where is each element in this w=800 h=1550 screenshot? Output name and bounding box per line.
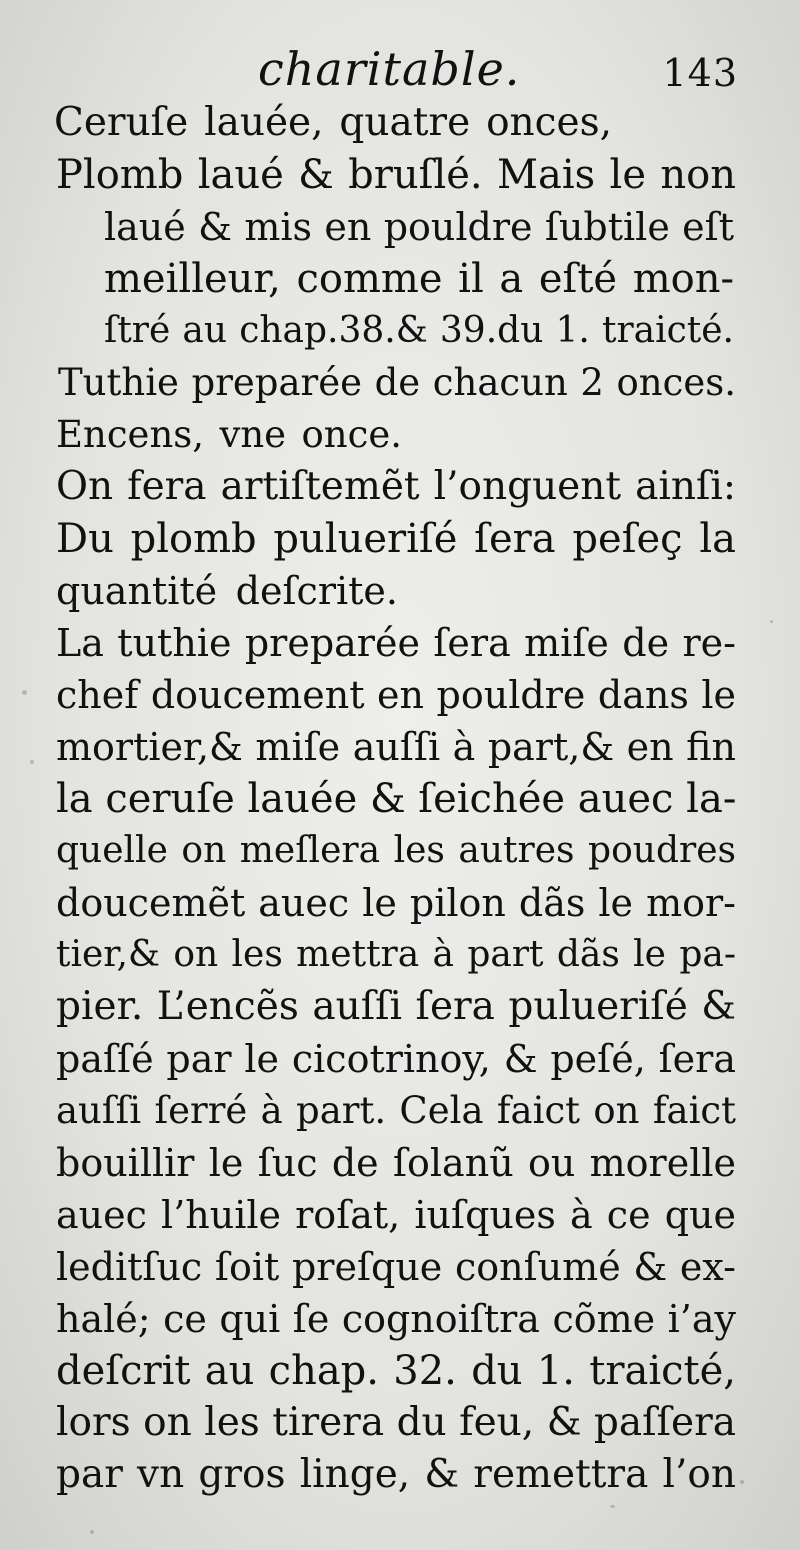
paper-speck (22, 690, 27, 695)
text-line: ſtré au chap.38.& 39.du 1. traicté. (104, 310, 734, 351)
text-line: Encens, vne once. (56, 413, 402, 456)
text-line: lors on les tirera du feu, & paſſera (56, 1400, 736, 1445)
text-line: Du plomb pulueriſé ſera peſeç la (56, 516, 736, 562)
text-line: tier,& on les mettra à part dãs le pa- (56, 934, 736, 975)
paper-speck (770, 620, 773, 623)
paper-speck (610, 1505, 615, 1508)
text-line: Tuthie preparée de chacun 2 onces. (58, 361, 736, 404)
text-line: mortier,& miſe auſſi à part,& en fin (56, 725, 736, 769)
text-line: par vn gros linge, & remettra l’on (56, 1452, 736, 1497)
text-line: la ceruſe lauée & ſeichée auec la- (56, 776, 737, 822)
paper-speck (740, 1480, 744, 1484)
running-head-title: charitable. (258, 42, 521, 96)
text-line: auec l’huile roſat, iuſques à ce que (56, 1193, 736, 1237)
text-line: doucemẽt auec le pilon dãs le mor- (56, 881, 736, 925)
text-line: bouillir le ſuc de ſolanũ ou morelle (56, 1141, 736, 1185)
text-line: Plomb laué & bruſlé. Mais le non (56, 152, 736, 198)
text-line: meilleur, comme il a eſté mon- (104, 256, 734, 302)
text-line: paſſé par le cicotrinoy, & peſé, ſera (56, 1037, 736, 1081)
text-line: quantité deſcrite. (56, 569, 398, 613)
text-line: La tuthie preparée ſera miſe de re- (56, 621, 736, 665)
page-number: 143 (662, 51, 738, 95)
text-line: auſſi ſerré à part. Cela faict on faict (56, 1089, 736, 1132)
text-line: Ceruſe lauée, quatre onces, (54, 100, 612, 145)
text-line: chef doucement en pouldre dans le (56, 673, 736, 717)
text-line: quelle on meſlera les autres poudres (56, 830, 736, 871)
text-line: laué & mis en pouldre ſubtile eſt (104, 205, 734, 249)
text-line: leditſuc ſoit preſque conſumé & ex- (56, 1245, 736, 1289)
paper-speck (90, 1530, 94, 1534)
text-line: On fera artiſtemẽt l’onguent ainſi: (56, 464, 736, 509)
text-line: halé; ce qui ſe cognoiſtra cõme i’ay (56, 1297, 736, 1341)
paper-speck (30, 760, 34, 764)
text-line: deſcrit au chap. 32. du 1. traicté, (56, 1348, 736, 1394)
text-line: pier. L’encẽs auſſi ſera pulueriſé & (56, 984, 736, 1029)
